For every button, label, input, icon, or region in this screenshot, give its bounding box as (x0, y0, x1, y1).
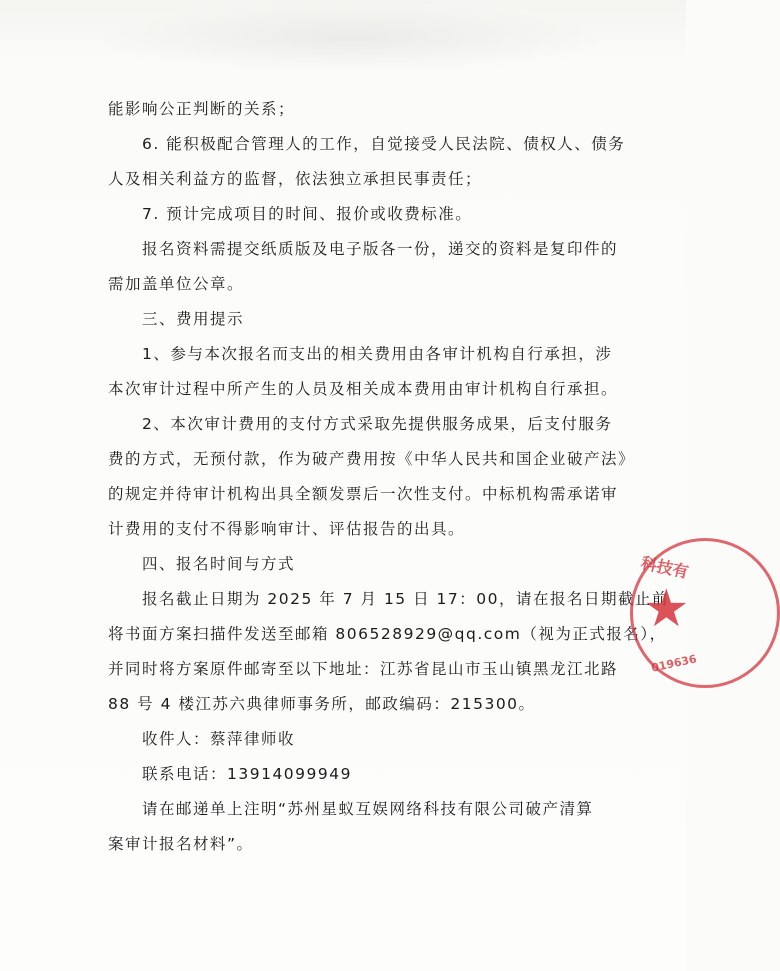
paragraph-line: 的规定并待审计机构出具全额发票后一次性支付。中标机构需承诺审 (108, 485, 619, 503)
paragraph-line: 计费用的支付不得影响审计、评估报告的出具。 (108, 520, 466, 538)
recipient-line: 收件人：蔡萍律师收 (142, 730, 296, 748)
paragraph-line: 6. 能积极配合管理人的工作，自觉接受人民法院、债权人、债务 (142, 135, 626, 153)
paragraph-line: 88 号 4 楼江苏六典律师事务所，邮政编码：215300。 (108, 695, 536, 713)
paragraph-line: 费的方式，无预付款，作为破产费用按《中华人民共和国企业破产法》 (108, 450, 636, 468)
paragraph-line: 人及相关利益方的监督，依法独立承担民事责任； (108, 170, 483, 188)
paragraph-line: 将书面方案扫描件发送至邮箱 806528929@qq.com（视为正式报名）， (108, 625, 667, 643)
paragraph-line: 2、本次审计费用的支付方式采取先提供服务成果，后支付服务 (142, 415, 613, 433)
seal-text: 科技有 (639, 553, 691, 582)
seal-code: 019636 (650, 652, 698, 675)
paragraph-line: 并同时将方案原件邮寄至以下地址：江苏省昆山市玉山镇黑龙江北路 (108, 660, 619, 678)
paragraph-line: 能影响公正判断的关系； (108, 100, 296, 118)
scan-smudge (90, 4, 610, 74)
paragraph-line: 请在邮递单上注明“苏州星蚁互娱网络科技有限公司破产清算 (142, 800, 594, 818)
section-heading-registration: 四、报名时间与方式 (142, 555, 296, 573)
paragraph-line: 报名资料需提交纸质版及电子版各一份，递交的资料是复印件的 (142, 240, 619, 258)
contact-phone-line: 联系电话：13914099949 (142, 765, 352, 783)
paragraph-line: 1、参与本次报名而支出的相关费用由各审计机构自行承担，涉 (142, 345, 613, 363)
paragraph-line: 报名截止日期为 2025 年 7 月 15 日 17：00，请在报名日期截止前 (142, 590, 669, 608)
paragraph-line: 7. 预计完成项目的时间、报价或收费标准。 (142, 205, 473, 223)
official-seal-stamp (630, 538, 780, 688)
paragraph-line: 案审计报名材料”。 (108, 835, 254, 853)
paragraph-line: 本次审计过程中所产生的人员及相关成本费用由审计机构自行承担。 (108, 380, 619, 398)
section-heading-fees: 三、费用提示 (142, 310, 245, 328)
paragraph-line: 需加盖单位公章。 (108, 275, 245, 293)
star-icon: ★ (643, 579, 690, 639)
document-body (108, 92, 669, 862)
